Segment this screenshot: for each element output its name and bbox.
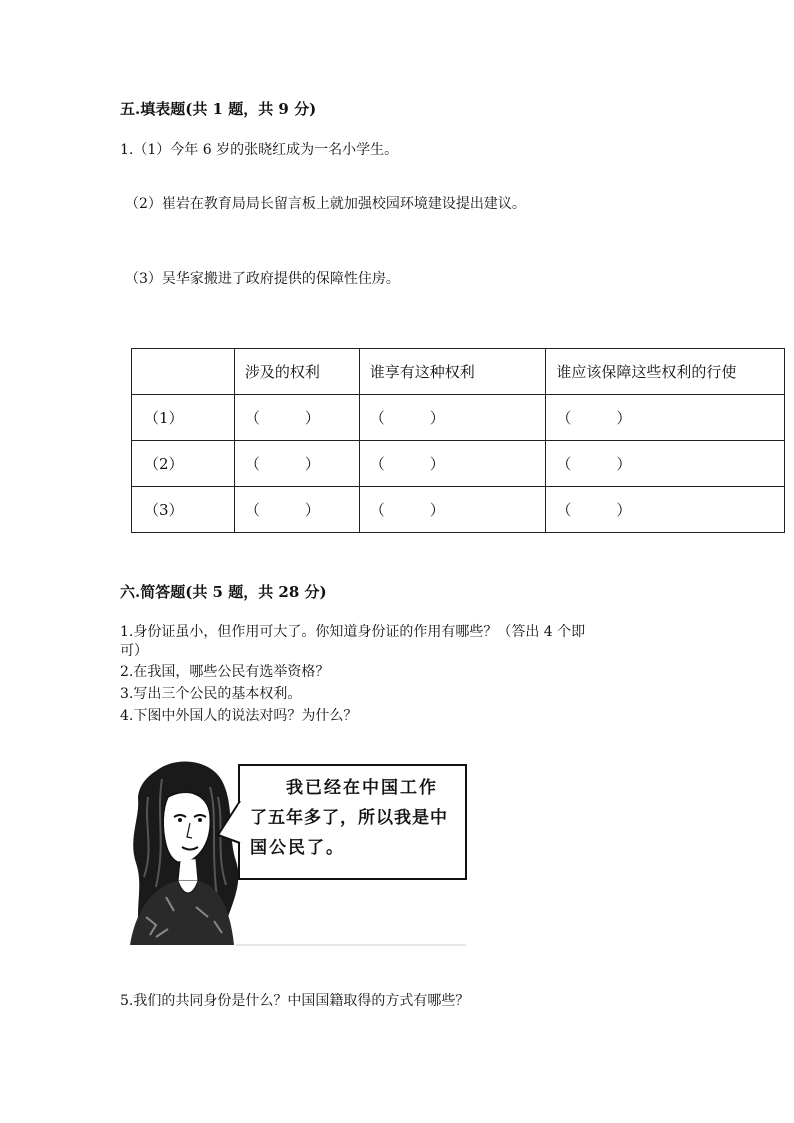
table-header-row: [132, 349, 785, 395]
section6-question-3: 3.写出三个公民的基本权利。: [120, 686, 302, 702]
answer-blank[interactable]: （ ）: [359, 487, 546, 533]
answer-blank[interactable]: （ ）: [234, 441, 359, 487]
rights-table: [131, 348, 785, 533]
section5-heading: 五.填表题(共 1 题，共 9 分): [120, 100, 317, 118]
answer-blank[interactable]: （ ）: [359, 395, 546, 441]
table-header-cell: 谁享有这种权利: [359, 349, 546, 395]
table-row: [132, 441, 785, 487]
row-label: （2）: [132, 441, 235, 487]
section6-question-4: 4.下图中外国人的说法对吗？为什么？: [120, 708, 358, 724]
speech-bubble-line-3: 国公民了。: [250, 838, 345, 858]
section6-heading: 六.简答题(共 5 题，共 28 分): [120, 583, 327, 601]
table-header-cell: 谁应该保障这些权利的行使: [546, 349, 785, 395]
table-header-cell: [132, 349, 235, 395]
section6-question-5: 5.我们的共同身份是什么？中国国籍取得的方式有哪些？: [120, 993, 470, 1009]
speech-bubble-line-2: 了五年多了，所以我是中: [250, 808, 448, 828]
question-4-illustration: [126, 757, 472, 949]
answer-blank[interactable]: （ ）: [546, 441, 785, 487]
section5-question-2: （2）崔岩在教育局局长留言板上就加强校园环境建设提出建议。: [125, 196, 526, 212]
table-row: [132, 395, 785, 441]
answer-blank[interactable]: （ ）: [234, 395, 359, 441]
table-header-cell: 涉及的权利: [234, 349, 359, 395]
row-label: （1）: [132, 395, 235, 441]
table-row: [132, 487, 785, 533]
answer-blank[interactable]: （ ）: [359, 441, 546, 487]
section6-question-1-continued: 可）: [120, 643, 148, 659]
section6-question-1: 1.身份证虽小，但作用可大了。你知道身份证的作用有哪些？（答出 4 个即: [120, 624, 586, 640]
section5-question-1: 1.（1）今年 6 岁的张晓红成为一名小学生。: [120, 142, 399, 158]
answer-blank[interactable]: （ ）: [546, 487, 785, 533]
answer-blank[interactable]: （ ）: [546, 395, 785, 441]
section6-question-2: 2.在我国，哪些公民有选举资格？: [120, 664, 330, 680]
answer-blank[interactable]: （ ）: [234, 487, 359, 533]
speech-bubble-line-1: 我已经在中国工作: [286, 778, 438, 798]
section5-question-3: （3）吴华家搬进了政府提供的保障性住房。: [125, 271, 400, 287]
row-label: （3）: [132, 487, 235, 533]
